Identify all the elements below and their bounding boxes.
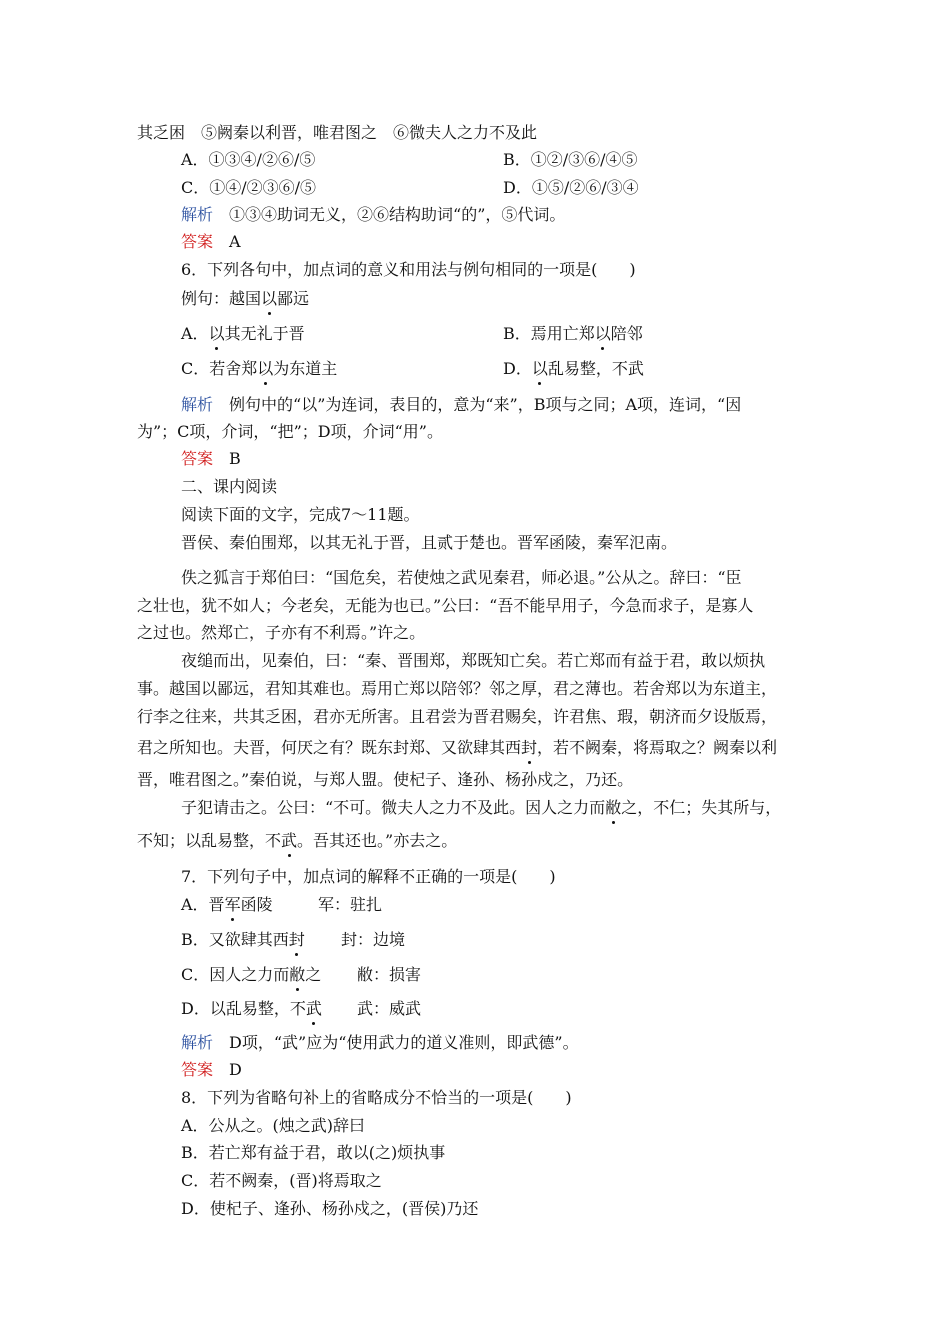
q8-option-a: A．公从之。(烛之武)辞曰 [181, 1116, 366, 1135]
q7-analysis [181, 1032, 579, 1054]
q6-option-a [181, 323, 305, 345]
analysis-text: ①③④助词无义，②⑥结构助词“的”，⑤代词。 [229, 205, 566, 224]
dotted-word: 以 [531, 359, 548, 378]
option-text: A．晋 [181, 895, 225, 914]
passage-p3-line1: 夜缒而出，见秦伯，曰：“秦、晋围郑，郑既知亡矣。若亡郑而有益于君，敢以烦执 [181, 651, 766, 670]
q6-analysis [181, 394, 741, 416]
answer-value: B [229, 449, 241, 468]
q8-stem: 8．下列为省略句补上的省略成分不恰当的一项是( ) [181, 1088, 572, 1107]
example-text: 例句：越国 [181, 289, 262, 308]
passage-text: 不知；以乱易整，不 [137, 831, 282, 850]
answer-label: 答案 [181, 232, 214, 251]
passage-text-end: 之，不仁；失其所与， [621, 798, 782, 817]
option-text: 乱易整，不武 [547, 359, 644, 378]
dotted-word: 敝 [289, 965, 306, 984]
analysis-label: 解析 [181, 395, 214, 414]
q7-answer [181, 1059, 242, 1081]
q6-answer [181, 448, 241, 470]
option-text: B．焉用亡郑 [503, 324, 595, 343]
dotted-word: 以 [257, 359, 274, 378]
q6-stem: 6．下列各句中，加点词的意义和用法与例句相同的一项是( ) [181, 260, 636, 279]
option-text-end: 之 [305, 965, 322, 984]
passage-p3-line2: 事。越国以鄙远，君知其难也。焉用亡郑以陪邻？邻之厚，君之薄也。若舍郑以为东道主， [137, 679, 778, 698]
dotted-word: 武 [305, 999, 322, 1018]
passage-p4-line2 [137, 830, 457, 852]
option-text-end: 函陵 [240, 895, 273, 914]
q7-gloss-c: 敝：损害 [357, 965, 422, 984]
answer-label: 答案 [181, 1060, 214, 1079]
q5-analysis [181, 204, 565, 226]
dotted-word: 以 [594, 324, 611, 343]
passage-p3-line3: 行李之往来，共其乏困，君亦无所害。且君尝为晋君赐矣，许君焦、瑕，朝济而夕设版焉， [137, 707, 778, 726]
analysis-text: 例句中的“以”为连词，表目的，意为“来”，B项与之同；A项，连词，“因 [229, 395, 742, 414]
option-letter: A． [181, 324, 209, 343]
q7-option-c [181, 964, 321, 986]
dotted-word: 军 [224, 895, 241, 914]
analysis-text: D项，“武”应为“使用武力的道义准则，即武德”。 [229, 1033, 579, 1052]
passage-text: 子犯请击之。公曰：“不可。微夫人之力不及此。因人之力而 [181, 798, 606, 817]
q5-stem-tail: 其乏困 ⑤阙秦以利晋，唯君图之 ⑥微夫人之力不及此 [137, 123, 538, 142]
q8-option-c: C．若不阙秦，(晋)将焉取之 [181, 1171, 382, 1190]
option-text: D．以乱易整，不 [181, 999, 306, 1018]
dotted-word: 封 [521, 738, 538, 757]
answer-label: 答案 [181, 449, 214, 468]
q5-option-c: C．①④/②③⑥/⑤ [181, 178, 317, 197]
section-heading: 二、课内阅读 [181, 477, 278, 496]
q6-example [181, 288, 309, 310]
option-text-end: 陪邻 [610, 324, 643, 343]
passage-text-end: 。吾其还也。”亦去之。 [297, 831, 458, 850]
analysis-label: 解析 [181, 205, 214, 224]
q7-gloss-d: 武：威武 [357, 999, 422, 1018]
q5-answer [181, 231, 241, 253]
reading-instruction: 阅读下面的文字，完成7～11题。 [181, 505, 420, 524]
answer-value: A [229, 232, 241, 251]
passage-p2-line2: 之壮也，犹不如人；今老矣，无能为也已。”公曰：“吾不能早用子，今急而求子，是寡人 [137, 596, 754, 615]
passage-p3-line4 [137, 737, 777, 759]
passage-text: 君之所知也。夫晋，何厌之有？既东封郑、又欲肆其西 [137, 738, 522, 757]
q8-option-d: D．使杞子、逢孙、杨孙戍之，(晋侯)乃还 [181, 1199, 479, 1218]
option-text: B．又欲肆其西 [181, 930, 289, 949]
dotted-word: 以 [261, 289, 278, 308]
option-text: 其无礼于晋 [224, 324, 305, 343]
option-text: C．若舍郑 [181, 359, 258, 378]
q5-option-b: B．①②/③⑥/④⑤ [503, 150, 638, 169]
dotted-word: 以 [208, 324, 225, 343]
q8-option-b: B．若亡郑有益于君，敢以(之)烦执事 [181, 1143, 446, 1162]
option-letter: D． [503, 359, 532, 378]
q6-option-c [181, 358, 337, 380]
q7-gloss-a: 军：驻扎 [318, 895, 383, 914]
passage-p2-line3: 之过也。然郑亡，子亦有不利焉。”许之。 [137, 623, 426, 642]
dotted-word: 武 [281, 831, 298, 850]
option-text: C．因人之力而 [181, 965, 290, 984]
q7-stem: 7．下列句子中，加点词的解释不正确的一项是( ) [181, 867, 556, 886]
q6-analysis-cont: 为”；C项，介词，“把”；D项，介词“用”。 [137, 422, 443, 441]
passage-p3-line5: 晋，唯君图之。”秦伯说，与郑人盟。使杞子、逢孙、杨孙戍之，乃还。 [137, 770, 634, 789]
q7-option-b [181, 929, 305, 951]
q5-option-a: A．①③④/②⑥/⑤ [181, 150, 316, 169]
answer-value: D [229, 1060, 242, 1079]
passage-text-end: ，若不阙秦，将焉取之？阙秦以利 [537, 738, 778, 757]
q6-option-b [503, 323, 643, 345]
passage-p4-line1 [181, 797, 781, 819]
q7-gloss-b: 封：边境 [341, 930, 406, 949]
q6-option-d [503, 358, 644, 380]
q7-option-d [181, 998, 322, 1020]
dotted-word: 敝 [605, 798, 622, 817]
passage-p2-line1: 佚之狐言于郑伯曰：“国危矣，若使烛之武见秦君，师必退。”公从之。辞曰：“臣 [181, 568, 742, 587]
q7-option-a [181, 894, 273, 916]
analysis-label: 解析 [181, 1033, 214, 1052]
option-text-end: 为东道主 [273, 359, 338, 378]
example-text-end: 鄙远 [277, 289, 310, 308]
dotted-word: 封 [288, 930, 305, 949]
q5-option-d: D．①⑤/②⑥/③④ [503, 178, 639, 197]
passage-p1: 晋侯、秦伯围郑，以其无礼于晋，且贰于楚也。晋军函陵，秦军氾南。 [181, 533, 678, 552]
